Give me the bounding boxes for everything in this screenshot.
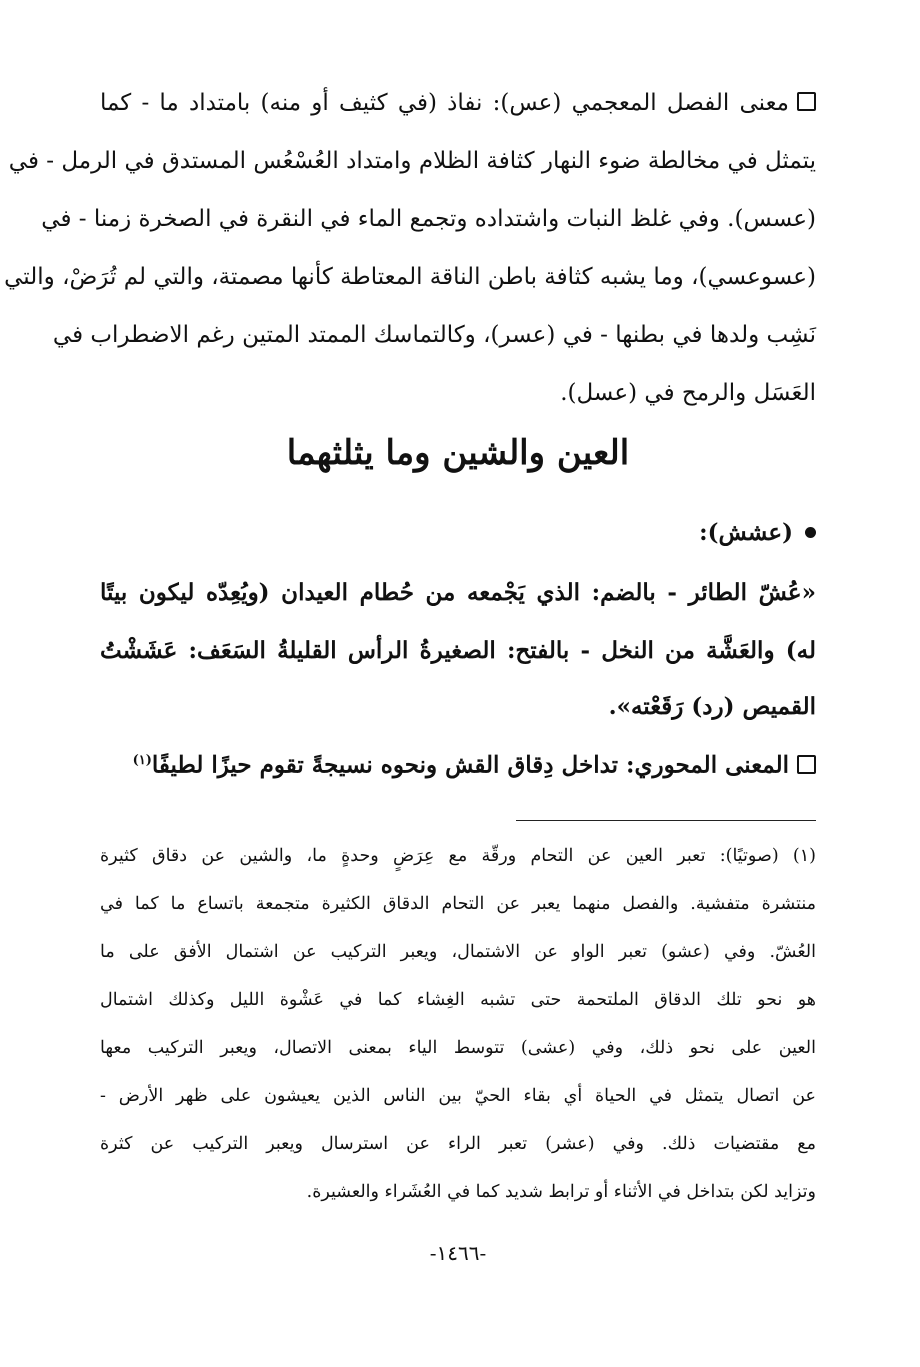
text-line: (عسوعسي)، وما يشبه كثافة باطن الناقة المعتاطة كأنها مصمتة، والتي لم تُرَضْ، والتي [4,264,816,290]
square-bullet-icon [797,755,816,774]
text-line: يتمثل في مخالطة ضوء النهار كثافة الظلام وامتداد العُسْعُس المستدق في الرمل - في [8,148,816,174]
quote-line: له) والعَشَّة من النخل - بالفتح: الصغيرةُ الرأس القليلةُ السَعَف: عَشَشْتُ [100,637,816,664]
round-bullet-icon [805,527,816,538]
footnote-line: (١) (صوتيًا): تعبر العين عن التحام ورقّة مع عِرَضٍ وحدةٍ ما، والشين عن دقاق كثيرة [100,846,816,866]
footnote-line: منتشرة متفشية. والفصل منهما يعبر عن التحام الدقاق الكثيرة متجمعة باتساع ما كما في [100,894,816,914]
core-meaning-text: المعنى المحوري: تداخل دِقاق القش ونحوه نسيجةً تقوم حيزًا لطيفًا [151,751,789,779]
entry-root-text: (عشش): [699,519,793,546]
text-line: (عسس). وفي غلظ النبات واشتداده وتجمع الماء في النقرة في الصخرة زمنا - في [41,206,816,232]
entry-root [699,518,816,548]
quote-line: «عُشّ الطائر - بالضم: الذي يَجْمعه من حُطام العيدان (ويُعِدّه ليكون بيتًا [100,579,816,606]
text-line: نَشِب ولدها في بطنها - في (عسر)، وكالتماسك الممتد المتين رغم الاضطراب في [52,322,816,348]
footnote-line: عن اتصال يتمثل في الحياة أي بقاء الحيّ بين الناس الذين يعيشون على ظهر الأرض - [100,1086,816,1106]
section-heading: العين والشين وما يثلثهما [286,433,630,473]
footnote-line: العُشّ. وفي (عشو) تعبر الواو عن الاشتمال، ويعبر التركيب عن اشتمال الأفق على ما [100,942,816,962]
text-line [100,88,816,118]
footnote-line: العين على نحو ذلك، وفي (عشى) تتوسط الياء بمعنى الاتصال، ويعبر التركيب معها [100,1038,816,1058]
footnote-ref[interactable]: (١) [132,753,152,768]
core-meaning-line [133,746,816,781]
footnote-separator [516,820,816,821]
footnote-line: مع مقتضيات ذلك. وفي (عشر) تعبر الراء عن استرسال ويعبر التركيب عن كثرة [100,1134,816,1154]
page-number: -١٤٦٦- [429,1241,487,1265]
footnote-line: وتزايد لكن بتداخل في الأثناء أو ترابط شديد كما في العُشَراء والعشيرة. [306,1182,816,1202]
quote-line: القميص (رد) رَقَعْته». [608,693,816,720]
text-line: العَسَل والرمح في (عسل). [560,380,816,406]
footnote-line: هو نحو تلك الدقاق الملتحمة حتى تشبه الغِشاء كما في عَشْوة الليل وكذلك اشتمال [100,990,816,1010]
text-span: معنى الفصل المعجمي (عس): نفاذ (في كثيف أو منه) بامتداد ما - كما [100,90,789,116]
square-bullet-icon [797,92,816,111]
